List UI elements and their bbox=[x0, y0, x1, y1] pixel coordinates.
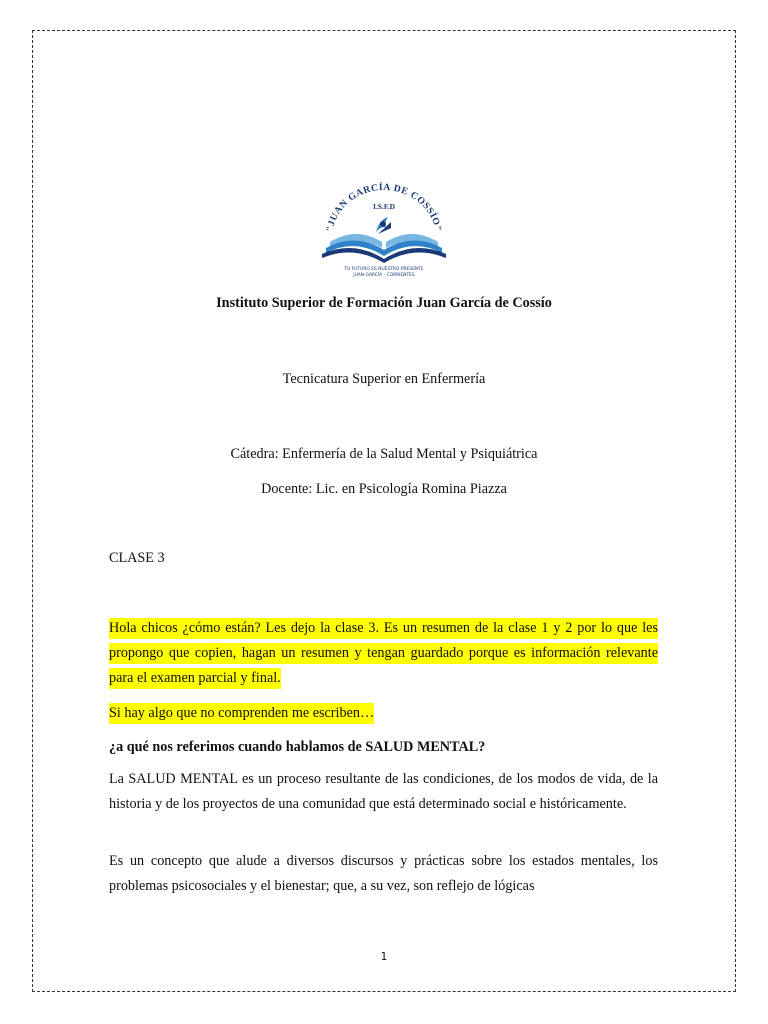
logo-motto-line1: TU FUTURO ES NUESTRO PRESENTE bbox=[344, 267, 424, 272]
page-border bbox=[32, 30, 736, 992]
logo-motto-line2: JUAN GARCÍA - CORRIENTES bbox=[353, 273, 415, 278]
page-number: 1 bbox=[380, 951, 388, 963]
institution-title: Instituto Superior de Formación Juan García de Cossío bbox=[216, 295, 552, 311]
teacher-name: Docente: Lic. en Psicología Romina Piazza bbox=[261, 481, 507, 497]
greeting-paragraph bbox=[109, 616, 658, 691]
body-paragraph-2: Es un concepto que alude a diversos discursos y prácticas sobre los estados mentales, los problemas psicosociales y el bienestar; que, a su vez, son reflejo de lógicas bbox=[109, 853, 658, 894]
course-name: Cátedra: Enfermería de la Salud Mental y Psiquiátrica bbox=[230, 446, 538, 462]
logo-initials: I.S.F.D bbox=[372, 202, 396, 211]
institution-logo bbox=[318, 180, 450, 280]
note-paragraph bbox=[109, 701, 658, 726]
note-highlight: Si hay algo que no comprenden me escriben… bbox=[109, 703, 374, 724]
program-name: Tecnicatura Superior en Enfermería bbox=[282, 371, 486, 387]
body-paragraph-1: La SALUD MENTAL es un proceso resultante de las condiciones, de los modos de vida, de la historia y de los proyectos de una comunidad que está determinado social e históricamente. bbox=[109, 771, 658, 812]
section-question: ¿a qué nos referimos cuando hablamos de SALUD MENTAL? bbox=[109, 739, 486, 755]
class-label: CLASE 3 bbox=[109, 550, 165, 566]
greeting-highlight: Hola chicos ¿cómo están? Les dejo la clase 3. Es un resumen de la clase 1 y 2 por lo que les propongo que copien, hagan un resumen y tengan guardado porque es información relevante para el examen parcial y final. bbox=[109, 618, 658, 689]
logo-name: "JUAN GARCÍA DE COSSÍO" bbox=[324, 181, 444, 233]
